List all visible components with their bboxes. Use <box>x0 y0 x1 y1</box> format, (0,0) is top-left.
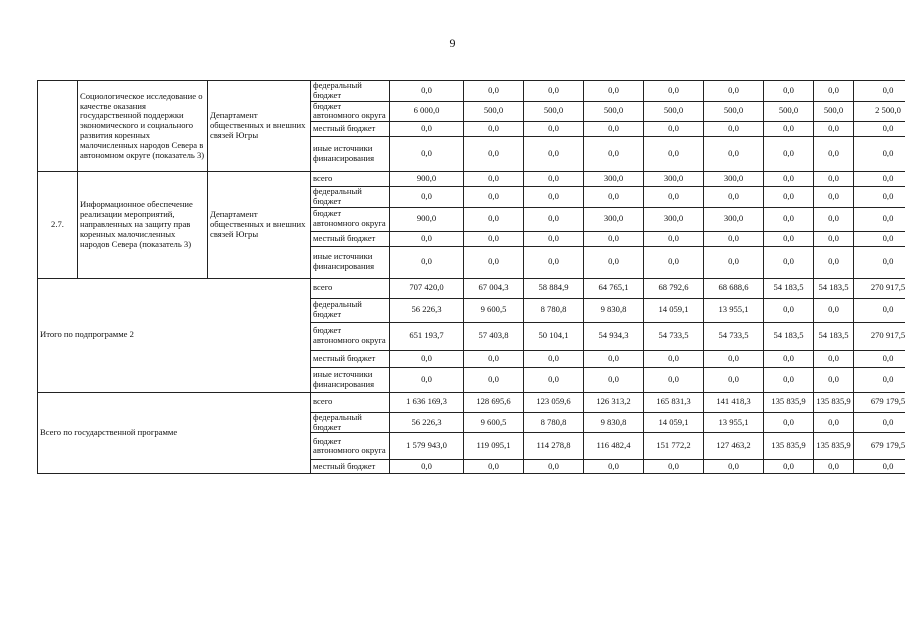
value-cell: 57 403,8 <box>464 322 524 350</box>
value-cell: 707 420,0 <box>390 278 464 298</box>
value-cell: 135 835,9 <box>814 392 854 412</box>
value-cell: 0,0 <box>764 137 814 172</box>
value-cell: 0,0 <box>764 367 814 392</box>
value-cell: 114 278,8 <box>524 433 584 460</box>
value-cell: 54 183,5 <box>814 322 854 350</box>
value-cell: 6 000,0 <box>390 101 464 122</box>
value-cell: 0,0 <box>814 122 854 137</box>
budget-table <box>37 80 905 474</box>
value-cell: 0,0 <box>854 172 905 187</box>
value-cell: 679 179,5 <box>854 392 905 412</box>
value-cell: 68 688,6 <box>704 278 764 298</box>
value-cell: 0,0 <box>584 460 644 474</box>
funding-source: федеральный бюджет <box>311 187 390 208</box>
value-cell: 0,0 <box>524 367 584 392</box>
value-cell: 128 695,6 <box>464 392 524 412</box>
value-cell: 0,0 <box>814 412 854 433</box>
value-cell: 0,0 <box>524 350 584 367</box>
value-cell: 54 733,5 <box>644 322 704 350</box>
value-cell: 0,0 <box>814 137 854 172</box>
value-cell: 0,0 <box>464 187 524 208</box>
value-cell: 0,0 <box>464 367 524 392</box>
value-cell: 0,0 <box>584 187 644 208</box>
funding-source: местный бюджет <box>311 460 390 474</box>
value-cell: 0,0 <box>814 172 854 187</box>
value-cell: 0,0 <box>464 81 524 102</box>
value-cell: 0,0 <box>814 367 854 392</box>
value-cell: 0,0 <box>764 81 814 102</box>
total-title: Всего по государственной программе <box>38 392 311 474</box>
value-cell: 54 934,3 <box>584 322 644 350</box>
value-cell: 0,0 <box>854 122 905 137</box>
value-cell: 679 179,5 <box>854 433 905 460</box>
value-cell: 0,0 <box>584 231 644 246</box>
value-cell: 127 463,2 <box>704 433 764 460</box>
value-cell: 0,0 <box>854 246 905 278</box>
value-cell: 151 772,2 <box>644 433 704 460</box>
value-cell: 68 792,6 <box>644 278 704 298</box>
value-cell: 0,0 <box>584 81 644 102</box>
value-cell: 0,0 <box>704 460 764 474</box>
value-cell: 13 955,1 <box>704 298 764 322</box>
value-cell: 8 780,8 <box>524 412 584 433</box>
funding-source: иные источники финансирования <box>311 137 390 172</box>
value-cell: 0,0 <box>764 460 814 474</box>
value-cell: 0,0 <box>390 81 464 102</box>
value-cell: 67 004,3 <box>464 278 524 298</box>
value-cell: 2 500,0 <box>854 101 905 122</box>
value-cell: 0,0 <box>814 350 854 367</box>
value-cell: 50 104,1 <box>524 322 584 350</box>
value-cell: 0,0 <box>704 350 764 367</box>
value-cell: 0,0 <box>854 367 905 392</box>
value-cell: 500,0 <box>764 101 814 122</box>
value-cell: 0,0 <box>854 231 905 246</box>
value-cell: 0,0 <box>524 81 584 102</box>
value-cell: 0,0 <box>390 460 464 474</box>
value-cell: 126 313,2 <box>584 392 644 412</box>
value-cell: 0,0 <box>464 350 524 367</box>
value-cell: 0,0 <box>464 172 524 187</box>
value-cell: 0,0 <box>764 172 814 187</box>
value-cell: 0,0 <box>814 187 854 208</box>
value-cell: 0,0 <box>764 187 814 208</box>
item-department: Департамент общественных и внешних связей Югры <box>208 172 311 279</box>
value-cell: 0,0 <box>524 172 584 187</box>
value-cell: 0,0 <box>524 187 584 208</box>
value-cell: 0,0 <box>764 231 814 246</box>
value-cell: 0,0 <box>814 231 854 246</box>
value-cell: 56 226,3 <box>390 298 464 322</box>
item-department: Департамент общественных и внешних связей Югры <box>208 81 311 172</box>
value-cell: 54 183,5 <box>764 322 814 350</box>
value-cell: 300,0 <box>644 207 704 231</box>
value-cell: 9 600,5 <box>464 298 524 322</box>
value-cell: 0,0 <box>704 122 764 137</box>
item-title: Информационное обеспечение реализации мероприятий, направленных на защиту прав коренных малочисленных народов Севера (показатель 3) <box>78 172 208 279</box>
page-number: 9 <box>449 36 456 50</box>
table-row <box>38 278 905 298</box>
funding-source: бюджет автономного округа <box>311 101 390 122</box>
funding-source: федеральный бюджет <box>311 81 390 102</box>
value-cell: 0,0 <box>524 460 584 474</box>
value-cell: 0,0 <box>644 187 704 208</box>
value-cell: 300,0 <box>644 172 704 187</box>
value-cell: 0,0 <box>704 81 764 102</box>
value-cell: 0,0 <box>704 187 764 208</box>
value-cell: 0,0 <box>814 246 854 278</box>
value-cell: 0,0 <box>644 137 704 172</box>
value-cell: 0,0 <box>390 187 464 208</box>
table-row <box>38 392 905 412</box>
value-cell: 135 835,9 <box>764 433 814 460</box>
table-row <box>38 172 905 187</box>
value-cell: 0,0 <box>854 412 905 433</box>
funding-source: всего <box>311 172 390 187</box>
value-cell: 0,0 <box>464 137 524 172</box>
value-cell: 651 193,7 <box>390 322 464 350</box>
value-cell: 500,0 <box>644 101 704 122</box>
value-cell: 56 226,3 <box>390 412 464 433</box>
item-number: 2.7. <box>38 172 78 279</box>
value-cell: 300,0 <box>584 207 644 231</box>
item-number <box>38 81 78 172</box>
value-cell: 0,0 <box>390 137 464 172</box>
value-cell: 165 831,3 <box>644 392 704 412</box>
value-cell: 0,0 <box>854 81 905 102</box>
funding-source: всего <box>311 278 390 298</box>
value-cell: 500,0 <box>464 101 524 122</box>
value-cell: 0,0 <box>524 207 584 231</box>
value-cell: 0,0 <box>854 298 905 322</box>
value-cell: 13 955,1 <box>704 412 764 433</box>
value-cell: 270 917,5 <box>854 322 905 350</box>
funding-source: местный бюджет <box>311 350 390 367</box>
value-cell: 116 482,4 <box>584 433 644 460</box>
value-cell: 300,0 <box>704 172 764 187</box>
value-cell: 300,0 <box>584 172 644 187</box>
value-cell: 54 183,5 <box>764 278 814 298</box>
value-cell: 54 733,5 <box>704 322 764 350</box>
value-cell: 270 917,5 <box>854 278 905 298</box>
value-cell: 0,0 <box>644 81 704 102</box>
value-cell: 0,0 <box>764 246 814 278</box>
value-cell: 0,0 <box>464 246 524 278</box>
funding-source: всего <box>311 392 390 412</box>
value-cell: 119 095,1 <box>464 433 524 460</box>
value-cell: 0,0 <box>390 231 464 246</box>
value-cell: 0,0 <box>464 122 524 137</box>
value-cell: 0,0 <box>644 460 704 474</box>
value-cell: 0,0 <box>584 367 644 392</box>
value-cell: 0,0 <box>704 367 764 392</box>
funding-source: иные источники финансирования <box>311 246 390 278</box>
funding-source: бюджет автономного округа <box>311 322 390 350</box>
value-cell: 900,0 <box>390 172 464 187</box>
value-cell: 0,0 <box>584 137 644 172</box>
value-cell: 0,0 <box>390 350 464 367</box>
value-cell: 0,0 <box>584 246 644 278</box>
value-cell: 9 830,8 <box>584 412 644 433</box>
funding-source: местный бюджет <box>311 122 390 137</box>
value-cell: 0,0 <box>464 460 524 474</box>
value-cell: 135 835,9 <box>764 392 814 412</box>
value-cell: 0,0 <box>644 367 704 392</box>
value-cell: 0,0 <box>814 298 854 322</box>
value-cell: 0,0 <box>584 122 644 137</box>
value-cell: 0,0 <box>524 246 584 278</box>
value-cell: 0,0 <box>464 231 524 246</box>
value-cell: 0,0 <box>854 460 905 474</box>
value-cell: 0,0 <box>524 122 584 137</box>
value-cell: 64 765,1 <box>584 278 644 298</box>
value-cell: 0,0 <box>764 298 814 322</box>
value-cell: 0,0 <box>764 412 814 433</box>
value-cell: 1 636 169,3 <box>390 392 464 412</box>
value-cell: 0,0 <box>644 122 704 137</box>
value-cell: 0,0 <box>854 187 905 208</box>
value-cell: 0,0 <box>764 207 814 231</box>
value-cell: 0,0 <box>854 207 905 231</box>
value-cell: 0,0 <box>704 231 764 246</box>
funding-source: бюджет автономного округа <box>311 207 390 231</box>
value-cell: 0,0 <box>644 350 704 367</box>
value-cell: 300,0 <box>704 207 764 231</box>
value-cell: 0,0 <box>764 350 814 367</box>
value-cell: 58 884,9 <box>524 278 584 298</box>
value-cell: 500,0 <box>704 101 764 122</box>
value-cell: 141 418,3 <box>704 392 764 412</box>
item-title: Социологическое исследование о качестве оказания государственной поддержки экономического и социального развития коренных малочисленных народов Севера в автономном округе (показатель 3) <box>78 81 208 172</box>
value-cell: 54 183,5 <box>814 278 854 298</box>
total-title: Итого по подпрограмме 2 <box>38 278 311 392</box>
value-cell: 123 059,6 <box>524 392 584 412</box>
table-row <box>38 81 905 102</box>
value-cell: 0,0 <box>390 367 464 392</box>
value-cell: 1 579 943,0 <box>390 433 464 460</box>
funding-source: бюджет автономного округа <box>311 433 390 460</box>
value-cell: 0,0 <box>814 460 854 474</box>
value-cell: 500,0 <box>584 101 644 122</box>
value-cell: 0,0 <box>854 350 905 367</box>
value-cell: 0,0 <box>704 246 764 278</box>
funding-source: местный бюджет <box>311 231 390 246</box>
value-cell: 135 835,9 <box>814 433 854 460</box>
value-cell: 0,0 <box>764 122 814 137</box>
value-cell: 0,0 <box>464 207 524 231</box>
value-cell: 9 600,5 <box>464 412 524 433</box>
value-cell: 0,0 <box>524 137 584 172</box>
value-cell: 0,0 <box>524 231 584 246</box>
funding-source: федеральный бюджет <box>311 412 390 433</box>
value-cell: 0,0 <box>390 246 464 278</box>
value-cell: 0,0 <box>644 231 704 246</box>
value-cell: 9 830,8 <box>584 298 644 322</box>
value-cell: 0,0 <box>814 81 854 102</box>
funding-source: иные источники финансирования <box>311 367 390 392</box>
value-cell: 0,0 <box>854 137 905 172</box>
funding-source: федеральный бюджет <box>311 298 390 322</box>
value-cell: 0,0 <box>814 207 854 231</box>
value-cell: 0,0 <box>704 137 764 172</box>
value-cell: 14 059,1 <box>644 412 704 433</box>
value-cell: 500,0 <box>524 101 584 122</box>
value-cell: 0,0 <box>644 246 704 278</box>
value-cell: 500,0 <box>814 101 854 122</box>
value-cell: 8 780,8 <box>524 298 584 322</box>
value-cell: 0,0 <box>584 350 644 367</box>
value-cell: 900,0 <box>390 207 464 231</box>
value-cell: 0,0 <box>390 122 464 137</box>
value-cell: 14 059,1 <box>644 298 704 322</box>
